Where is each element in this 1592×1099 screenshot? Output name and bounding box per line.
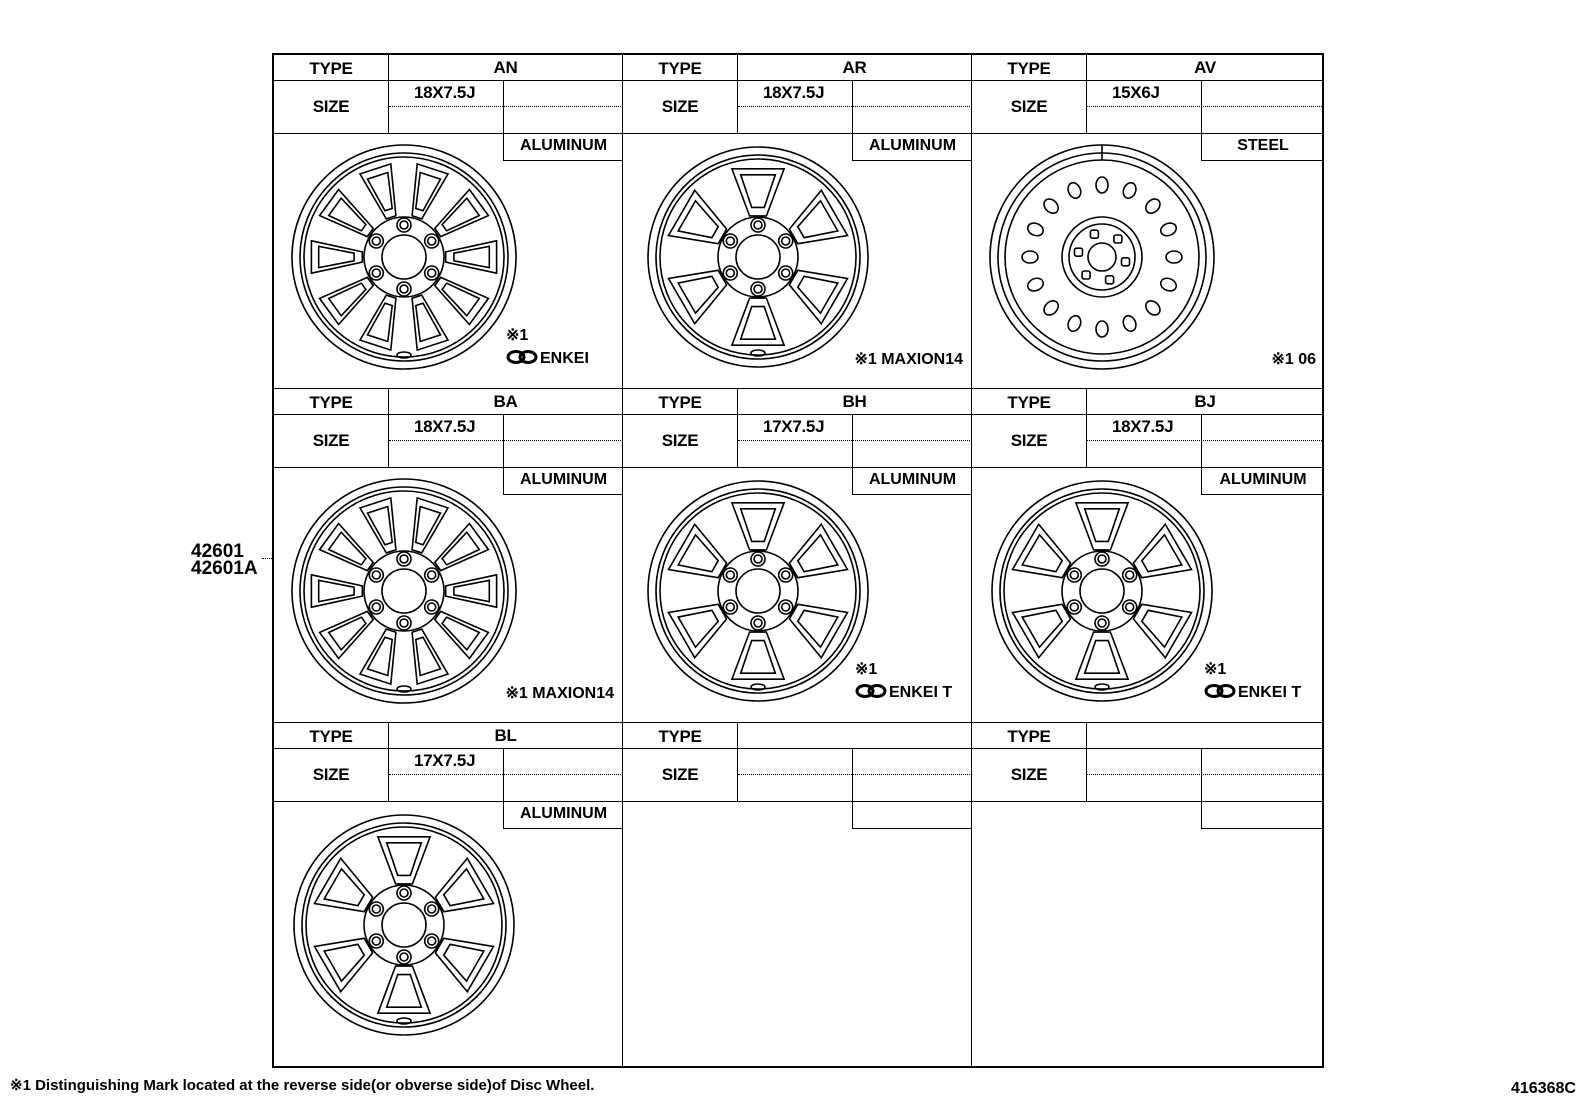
size-value: 15X6J — [1112, 83, 1160, 102]
size-label: SIZE — [661, 765, 699, 784]
type-label: TYPE — [658, 59, 702, 78]
header-dotted — [738, 106, 972, 107]
six-spoke-wheel-icon — [638, 471, 878, 711]
material-label: ALUMINUM — [852, 467, 972, 495]
diagram-code: 416368C — [1511, 1080, 1576, 1097]
enkei-logo-icon — [1204, 683, 1238, 699]
enkei-logo-icon — [855, 683, 889, 699]
header-divider — [623, 748, 972, 749]
wheel-cell — [972, 55, 1324, 389]
header-column-line — [1086, 723, 1087, 801]
type-value: BA — [493, 392, 518, 411]
type-value: BL — [494, 726, 517, 745]
type-value: AN — [493, 58, 518, 77]
size-value: 18X7.5J — [414, 83, 476, 102]
material-label: STEEL — [1201, 133, 1324, 161]
mark-text — [855, 683, 952, 702]
steel-wheel-icon — [982, 137, 1222, 377]
leader-line — [262, 558, 272, 559]
header-divider — [972, 414, 1324, 415]
type-value: BJ — [1194, 392, 1216, 411]
header-dotted — [389, 440, 623, 441]
size-label: SIZE — [312, 97, 350, 116]
mark-text: ※1 06 — [1271, 351, 1316, 368]
mark-text: ※1 MAXION14 — [505, 685, 614, 702]
size-value: 18X7.5J — [763, 83, 825, 102]
material-label: ALUMINUM — [1201, 467, 1324, 495]
part-number-1: 42601 — [191, 541, 244, 562]
type-value: AV — [1194, 58, 1216, 77]
six-spoke-split-wheel-icon — [284, 471, 524, 711]
size-label: SIZE — [661, 431, 699, 450]
mark-text-value: ENKEI — [540, 350, 589, 367]
header-dotted — [738, 774, 972, 775]
wheel-cell — [972, 389, 1324, 723]
mark-text-value: ENKEI T — [1238, 684, 1302, 701]
header-column-line — [737, 723, 738, 801]
type-label: TYPE — [658, 727, 702, 746]
size-value: 18X7.5J — [1112, 417, 1174, 436]
size-label: SIZE — [1010, 431, 1048, 450]
header-dotted — [738, 440, 972, 441]
wheel-type-table — [272, 53, 1324, 1068]
header-dotted — [389, 106, 623, 107]
mark-symbol: ※1 — [855, 661, 878, 678]
wheel-cell — [623, 55, 972, 389]
header-divider — [623, 414, 972, 415]
size-label: SIZE — [312, 431, 350, 450]
header-divider — [623, 80, 972, 81]
type-label: TYPE — [309, 393, 353, 412]
header-divider — [274, 80, 623, 81]
six-spoke-wheel-icon — [982, 471, 1222, 711]
wheel-cell — [623, 389, 972, 723]
enkei-logo-icon — [506, 349, 540, 365]
type-label: TYPE — [1007, 393, 1051, 412]
type-label: TYPE — [1007, 727, 1051, 746]
mark-symbol: ※1 — [1204, 661, 1227, 678]
mark-symbol: ※1 — [506, 327, 529, 344]
material-label: ALUMINUM — [852, 133, 972, 161]
header-column-line — [1201, 748, 1202, 801]
part-number-label — [191, 543, 258, 577]
header-divider — [972, 748, 1324, 749]
mark-text-value: ENKEI T — [889, 684, 953, 701]
material-label — [1201, 801, 1324, 829]
size-label: SIZE — [312, 765, 350, 784]
material-label: ALUMINUM — [503, 133, 623, 161]
size-value: 18X7.5J — [414, 417, 476, 436]
header-column-line — [1201, 414, 1202, 467]
six-spoke-wheel-icon — [284, 805, 524, 1045]
wheel-cell — [274, 389, 623, 723]
part-number-2: 42601A — [191, 558, 258, 579]
type-label: TYPE — [309, 59, 353, 78]
header-dotted — [389, 774, 623, 775]
size-label: SIZE — [661, 97, 699, 116]
wheel-cell — [274, 723, 623, 1068]
material-label: ALUMINUM — [503, 801, 623, 829]
type-label: TYPE — [309, 727, 353, 746]
mark-text — [1204, 683, 1301, 702]
header-divider — [972, 80, 1324, 81]
type-value: AR — [842, 58, 867, 77]
six-spoke-split-wheel-icon — [284, 137, 524, 377]
header-divider — [274, 748, 623, 749]
size-value: 17X7.5J — [414, 751, 476, 770]
type-label: TYPE — [658, 393, 702, 412]
header-column-line — [503, 80, 504, 133]
header-column-line — [503, 414, 504, 467]
header-dotted — [1087, 440, 1324, 441]
type-label: TYPE — [1007, 59, 1051, 78]
header-dotted — [1087, 106, 1324, 107]
material-label — [852, 801, 972, 829]
mark-text — [506, 349, 589, 368]
header-column-line — [1201, 80, 1202, 133]
size-label: SIZE — [1010, 765, 1048, 784]
material-label: ALUMINUM — [503, 467, 623, 495]
wheel-cell — [972, 723, 1324, 1068]
mark-text: ※1 MAXION14 — [854, 351, 963, 368]
type-value: BH — [842, 392, 867, 411]
footnote: ※1 Distinguishing Mark located at the reverse side(or obverse side)of Disc Wheel. — [10, 1077, 595, 1094]
wheel-cell — [623, 723, 972, 1068]
size-label: SIZE — [1010, 97, 1048, 116]
header-column-line — [852, 80, 853, 133]
header-column-line — [503, 748, 504, 801]
header-column-line — [852, 414, 853, 467]
header-divider — [274, 414, 623, 415]
header-dotted — [1087, 774, 1324, 775]
size-value: 17X7.5J — [763, 417, 825, 436]
wheel-cell — [274, 55, 623, 389]
six-spoke-wheel-icon — [638, 137, 878, 377]
header-column-line — [852, 748, 853, 801]
